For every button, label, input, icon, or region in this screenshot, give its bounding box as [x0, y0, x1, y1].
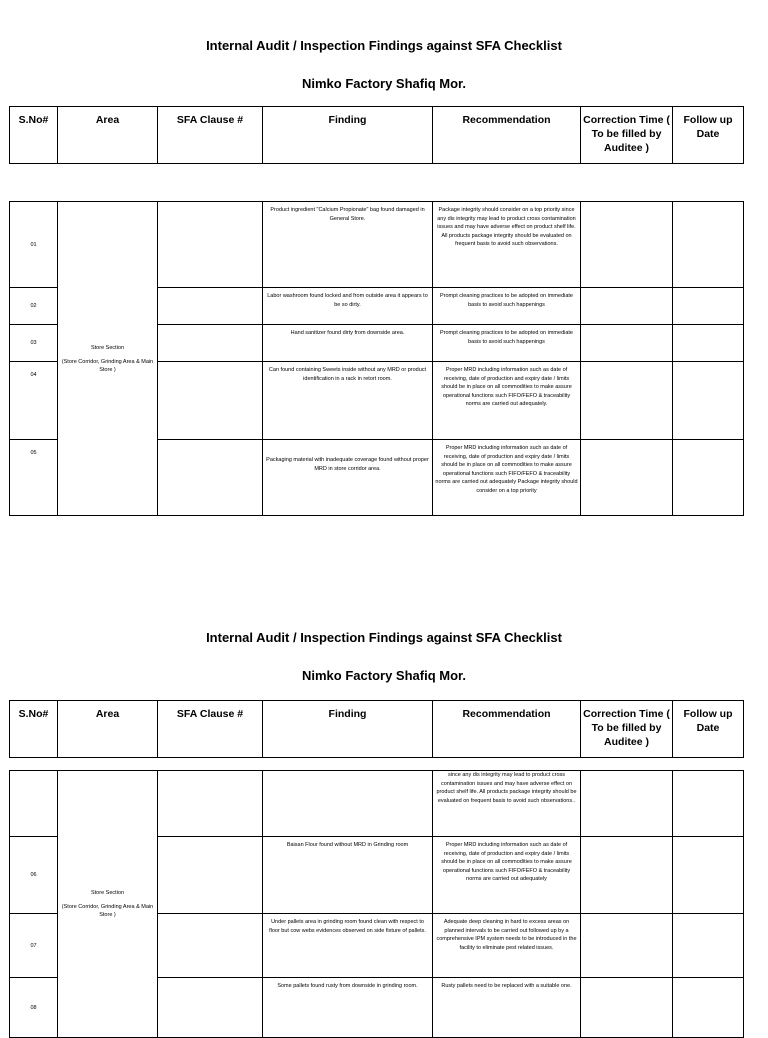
header-area: Area: [58, 701, 158, 758]
recommendation-cell: Prompt cleaning practices to be adopted on immediate basis to avoid such happenings: [433, 325, 581, 362]
area-cell: [58, 771, 158, 1038]
document-subtitle: Nimko Factory Shafiq Mor.: [302, 76, 466, 91]
correction-time-cell: [581, 978, 673, 1038]
header-correction-time: Correction Time ( To be filled by Auditee ): [581, 107, 673, 164]
row-sno: 06: [10, 837, 58, 914]
area-cell: [58, 202, 158, 516]
sfa-clause-cell: [158, 362, 263, 440]
recommendation-cell: Adequate deep cleaning in hard to excess areas on planned intervals to be carried out followed up by a comprehensive IPM system needs to be introduced in the facility to eliminate pest related issues.: [433, 914, 581, 978]
correction-time-cell: [581, 202, 673, 288]
findings-table: [9, 770, 744, 1038]
document-subtitle: Nimko Factory Shafiq Mor.: [302, 668, 466, 683]
correction-time-cell: [581, 288, 673, 325]
row-sno: 05: [10, 440, 58, 516]
row-sno: 03: [10, 325, 58, 362]
finding-cell: Some pallets found rusty from downside in grinding room.: [263, 978, 433, 1038]
follow-up-cell: [673, 837, 744, 914]
sfa-clause-cell: [158, 837, 263, 914]
header-finding: Finding: [263, 107, 433, 164]
header-sno: S.No#: [10, 701, 58, 758]
follow-up-cell: [673, 288, 744, 325]
correction-time-cell: [581, 771, 673, 837]
follow-up-cell: [673, 325, 744, 362]
sfa-clause-cell: [158, 914, 263, 978]
finding-cell: [263, 771, 433, 837]
recommendation-cell: Proper MRD including information such as date of receiving, date of production and expiry date / limits should be in place on all commodities to make assure operational functions such FIFO/FEFO & traceability norms are carried out adequately: [433, 837, 581, 914]
finding-cell: Product ingredient "Calcium Propionate" bag found damaged in General Store.: [263, 202, 433, 288]
sfa-clause-cell: [158, 325, 263, 362]
header-sno: S.No#: [10, 107, 58, 164]
document-title: Internal Audit / Inspection Findings against SFA Checklist: [206, 630, 562, 645]
recommendation-cell: Proper MRD including information such as date of receiving, date of production and expiry date / limits should be in place on all commodities to make assure operational functions such FIFO/FEFO & traceability norms are carried out adequately Package integrity should consider on a top priority: [433, 440, 581, 516]
sfa-clause-cell: [158, 978, 263, 1038]
correction-time-cell: [581, 362, 673, 440]
recommendation-cell: Rusty pallets need to be replaced with a suitable one.: [433, 978, 581, 1038]
sfa-clause-cell: [158, 288, 263, 325]
row-sno: 04: [10, 362, 58, 440]
table-row: [10, 202, 744, 288]
document-title: Internal Audit / Inspection Findings against SFA Checklist: [206, 38, 562, 53]
follow-up-cell: [673, 978, 744, 1038]
table-row: [10, 771, 744, 837]
follow-up-cell: [673, 771, 744, 837]
header-finding: Finding: [263, 701, 433, 758]
sfa-clause-cell: [158, 771, 263, 837]
recommendation-cell: Package integrity should consider on a top priority since any dis integrity may lead to product cross contamination issues and may have adverse effect on product shelf life. All products package integrity should be evaluated on frequent basis to avoid such observations.: [433, 202, 581, 288]
sfa-clause-cell: [158, 202, 263, 288]
row-sno: 02: [10, 288, 58, 325]
header-recommendation: Recommendation: [433, 701, 581, 758]
header-follow-up-date: Follow up Date: [673, 107, 744, 164]
header-area: Area: [58, 107, 158, 164]
recommendation-cell: since any dis integrity may lead to product cross contamination issues and may have adverse effect on product shelf life. All products package integrity should be evaluated on frequent basis to avoid such observations..: [433, 771, 581, 837]
correction-time-cell: [581, 325, 673, 362]
finding-cell: Hand sanitizer found dirty from downside area.: [263, 325, 433, 362]
header-follow-up-date: Follow up Date: [673, 701, 744, 758]
correction-time-cell: [581, 914, 673, 978]
header-sfa-clause: SFA Clause #: [158, 701, 263, 758]
area-detail: (Store Corridor, Grinding Area & Main Store ): [61, 904, 154, 918]
row-sno: 08: [10, 978, 58, 1038]
finding-cell: Can found containing Sweets inside without any MRD or product identification in a rack in retort room.: [263, 362, 433, 440]
area-detail: (Store Corridor, Grinding Area & Main Store ): [61, 358, 154, 373]
header-sfa-clause: SFA Clause #: [158, 107, 263, 164]
header-table: [9, 106, 744, 164]
row-sno: [10, 771, 58, 837]
finding-cell: Labor washroom found locked and from outside area it appears to be so dirty.: [263, 288, 433, 325]
finding-cell: Baisan Flour found without MRD in Grinding room: [263, 837, 433, 914]
area-name: Store Section: [90, 344, 125, 351]
sfa-clause-cell: [158, 440, 263, 516]
recommendation-cell: Prompt cleaning practices to be adopted on immediate basis to avoid such happenings: [433, 288, 581, 325]
correction-time-cell: [581, 837, 673, 914]
header-recommendation: Recommendation: [433, 107, 581, 164]
header-table: [9, 700, 744, 758]
findings-table: [9, 201, 744, 516]
follow-up-cell: [673, 440, 744, 516]
follow-up-cell: [673, 914, 744, 978]
finding-cell: Packaging material with inadequate coverage found without proper MRD in store corridor area.: [263, 440, 433, 516]
area-name: Store Section: [90, 890, 125, 896]
recommendation-cell: Proper MRD including information such as date of receiving, date of production and expiry date / limits should be in place on all commodities to make assure operational functions such FIFO/FEFO & traceability norms are carried out adequately.: [433, 362, 581, 440]
follow-up-cell: [673, 362, 744, 440]
follow-up-cell: [673, 202, 744, 288]
correction-time-cell: [581, 440, 673, 516]
row-sno: 01: [10, 202, 58, 288]
header-correction-time: Correction Time ( To be filled by Auditee ): [581, 701, 673, 758]
finding-cell: Under pallets area in grinding room found clean with respect to floor but cow webs evidences observed on side fixture of pallets.: [263, 914, 433, 978]
row-sno: 07: [10, 914, 58, 978]
